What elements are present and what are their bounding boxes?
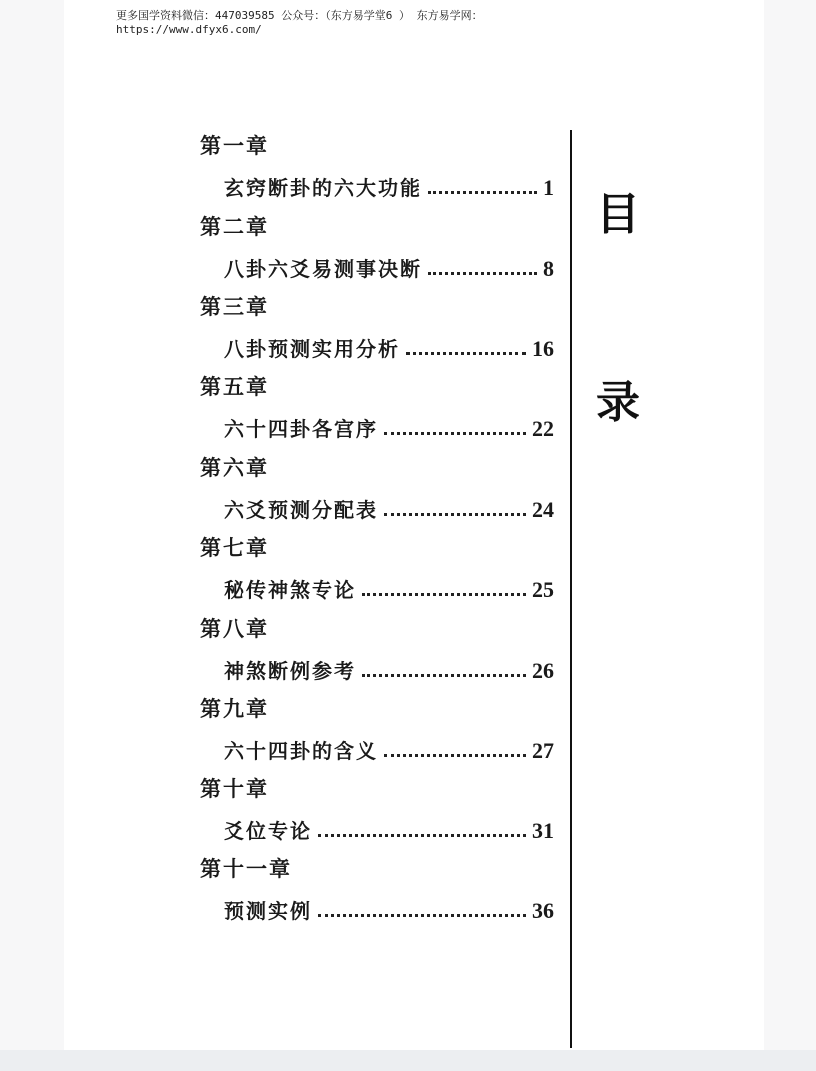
toc-entry[interactable] [224, 334, 554, 362]
viewer-bottom-bar [0, 1050, 816, 1071]
dot-leader [362, 672, 526, 677]
toc-entry-page: 1 [543, 175, 554, 200]
dot-leader [406, 350, 526, 355]
header-url-line: https://www.dfyx6.com/ [116, 23, 262, 36]
toc-chapter-label: 第十章 [200, 776, 269, 801]
dot-leader [428, 189, 537, 194]
toc-entry-title: 玄窍断卦的六大功能 [224, 176, 422, 200]
toc-entry-page: 22 [532, 416, 554, 441]
toc-entry-title: 八卦预测实用分析 [224, 337, 400, 361]
toc-chapter-label: 第十一章 [200, 856, 292, 881]
toc-entry-page: 25 [532, 577, 554, 602]
dot-leader [428, 270, 537, 275]
dot-leader [384, 752, 526, 757]
toc-entry-page: 27 [532, 738, 554, 763]
toc-entry-page: 24 [532, 497, 554, 522]
toc-chapter-label: 第六章 [200, 455, 269, 480]
toc-entry-page: 16 [532, 336, 554, 361]
dot-leader [318, 912, 526, 917]
toc-entry-title: 八卦六爻易测事决断 [224, 257, 422, 281]
toc-entry-title: 六十四卦各宫序 [224, 417, 378, 441]
toc-entry[interactable] [224, 575, 554, 603]
toc-chapter-label: 第五章 [200, 374, 269, 399]
toc-entry[interactable] [224, 495, 554, 523]
toc-entry-title: 预测实例 [224, 899, 312, 923]
toc-chapter-label: 第一章 [200, 133, 269, 158]
toc-chapter-label: 第三章 [200, 294, 269, 319]
toc-chapter-label: 第二章 [200, 214, 269, 239]
toc-entry-title: 爻位专论 [224, 819, 312, 843]
toc-entry-page: 36 [532, 898, 554, 923]
toc-entry-title: 秘传神煞专论 [224, 578, 356, 602]
dot-leader [362, 591, 526, 596]
toc-entry[interactable] [224, 414, 554, 442]
toc-chapter-label: 第七章 [200, 535, 269, 560]
toc-chapter-label: 第八章 [200, 616, 269, 641]
toc-entry[interactable] [224, 896, 554, 924]
toc-heading-char-1: 目 [596, 189, 640, 240]
toc-entry-title: 六十四卦的含义 [224, 739, 378, 763]
toc-entry[interactable] [224, 254, 554, 282]
toc-entry-title: 神煞断例参考 [224, 659, 356, 683]
toc-entry[interactable] [224, 736, 554, 764]
vertical-divider [570, 130, 572, 1048]
toc-entry[interactable] [224, 816, 554, 844]
toc-entry-page: 31 [532, 818, 554, 843]
toc-entry[interactable] [224, 656, 554, 684]
toc-entry[interactable] [224, 173, 554, 201]
header-contact-line: 更多国学资料微信：447039585 公众号：（东方易学堂6 ） 东方易学网： [116, 9, 483, 22]
toc-entry-title: 六爻预测分配表 [224, 498, 378, 522]
toc-entry-page: 26 [532, 658, 554, 683]
dot-leader [384, 511, 526, 516]
toc-chapter-label: 第九章 [200, 696, 269, 721]
toc-entry-page: 8 [543, 256, 554, 281]
toc-heading-char-2: 录 [596, 377, 640, 428]
dot-leader [318, 832, 526, 837]
dot-leader [384, 430, 526, 435]
